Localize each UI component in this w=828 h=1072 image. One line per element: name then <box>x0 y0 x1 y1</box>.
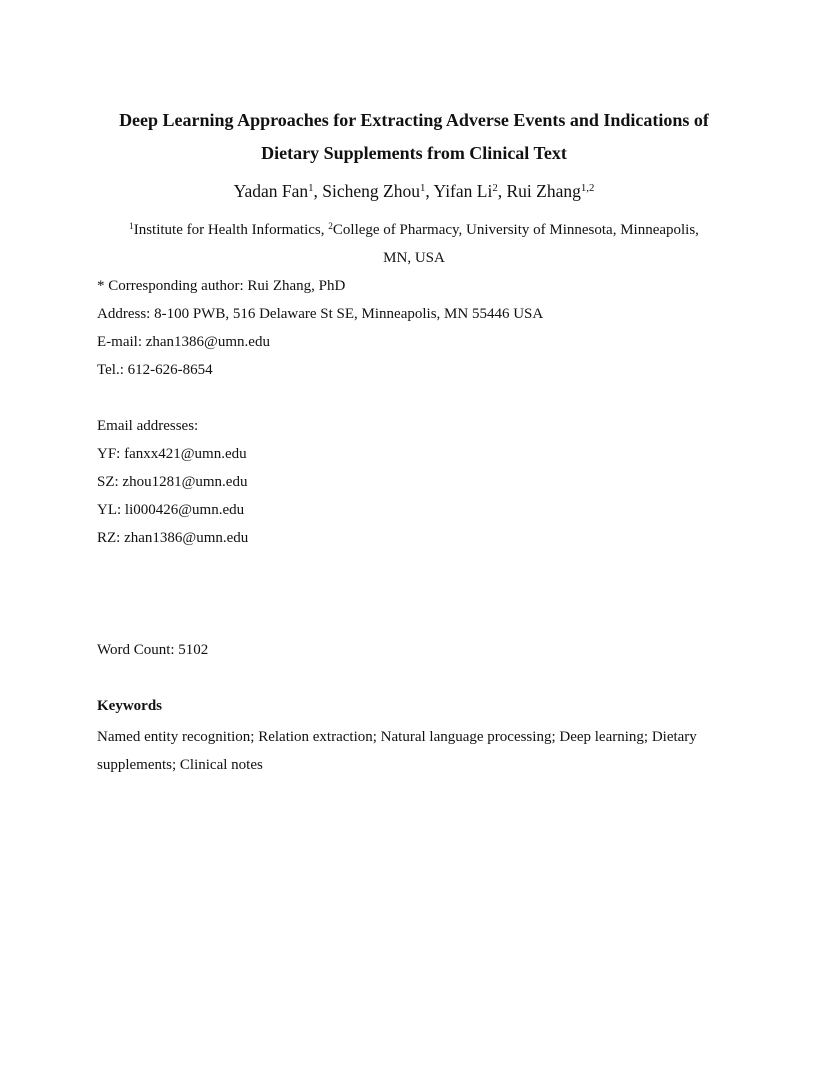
title-line-1: Deep Learning Approaches for Extracting Adverse Events and Indications of <box>119 110 709 130</box>
word-count: Word Count: 5102 <box>97 642 209 658</box>
author-affiliation-mark: 1 <box>419 182 426 195</box>
telephone: Tel.: 612-626-8654 <box>97 362 213 378</box>
affiliation-line-2: MN, USA <box>383 250 445 266</box>
email-addresses-heading: Email addresses: <box>97 418 199 434</box>
affiliation-mark: 2 <box>328 221 333 232</box>
author-name: Yadan Fan <box>233 181 309 201</box>
email-entry: YL: li000426@umn.edu <box>97 502 245 518</box>
email-entry: SZ: zhou1281@umn.edu <box>97 474 248 490</box>
contact-email: E-mail: zhan1386@umn.edu <box>97 334 270 350</box>
email-entry: RZ: zhan1386@umn.edu <box>97 530 249 546</box>
affiliation-text: College of Pharmacy, University of Minnesota, Minneapolis, <box>332 222 699 238</box>
author-affiliation-mark: 1,2 <box>580 182 595 195</box>
author-list: Yadan Fan$^1$, Sicheng Zhou$^1$, Yifan Li$^2$, Rui Zhang$^{1,2}$ <box>233 181 595 201</box>
address: Address: 8-100 PWB, 516 Delaware St SE, Minneapolis, MN 55446 USA <box>97 306 544 322</box>
affiliation-mark: 1 <box>129 221 134 232</box>
author-name: Sicheng Zhou <box>322 181 420 201</box>
author-affiliation-mark: 2 <box>492 182 498 195</box>
corresponding-author: * Corresponding author: Rui Zhang, PhD <box>97 278 346 294</box>
affiliation-text: Institute for Health Informatics, <box>133 222 329 238</box>
email-entry: YF: fanxx421@umn.edu <box>97 446 247 462</box>
title-line-2: Dietary Supplements from Clinical Text <box>261 143 567 163</box>
author-name: Rui Zhang <box>506 181 581 201</box>
affiliation-line-1 <box>80 216 748 244</box>
paper-title <box>60 104 768 170</box>
keywords-heading: Keywords <box>97 698 162 714</box>
affiliations <box>80 216 748 272</box>
author-affiliation-mark: 1 <box>308 182 314 195</box>
keywords-text: Named entity recognition; Relation extraction; Natural language processing; Deep learning; Dietary supplements; Clinical notes <box>97 729 697 773</box>
author-name: Yifan Li <box>433 181 493 201</box>
